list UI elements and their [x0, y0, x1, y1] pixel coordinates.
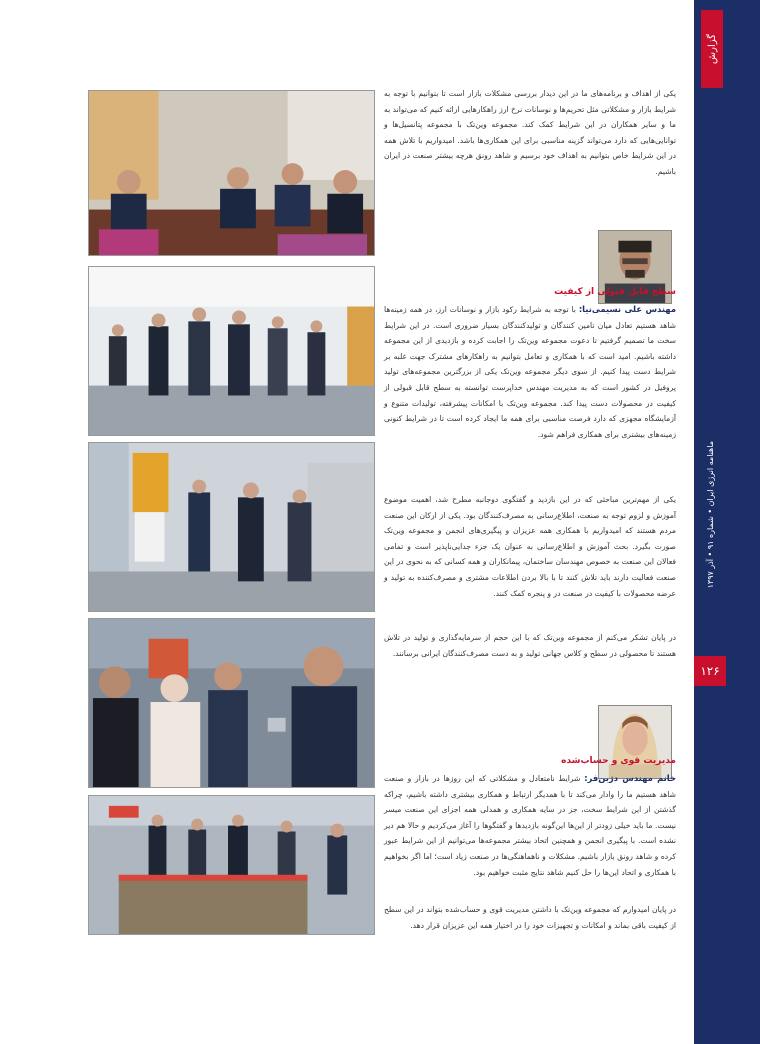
photo-warehouse-walk [88, 442, 375, 612]
section-label: گزارش [706, 33, 718, 65]
photo-production-line [88, 795, 375, 935]
factory-tour-image [89, 267, 374, 435]
section-2-para-2: در پایان امیدوارم که مجموعه وین‌تک با داشتن مدیریت قوی و حساب‌شده بتواند در این سطح از کیفیت باقی بماند و امکانات و تجهیزات خود را در اختیار همه این عزیزان قرار دهد. [384, 905, 676, 930]
section-tab [701, 10, 723, 88]
page-number: ۱۲۶ [694, 656, 726, 686]
production-line-image [89, 796, 374, 934]
issue-line: ماهنامه انرژی ایران • شماره ۹۱ • آذر ۱۳۹۷ [705, 441, 715, 589]
speaker-nasiminia: مهندس علی نسیمی‌نیا: [578, 304, 676, 314]
meeting-photo-image [89, 91, 374, 255]
section-1-body [384, 302, 676, 490]
section-2-body [384, 771, 676, 899]
issue-strip [694, 380, 726, 650]
section-1-text: با توجه به شرایط رکود بازار و نوسانات ارز، در همه زمینه‌ها شاهد هستیم تعادل میان تامین کنندگان و تولیدکنندگان بسیار ضروری است. در این شرایط سخت ما تصمیم گرفتیم تا دعوت مجموعه وین‌تک را اجابت کرده و بازدیدی از این مجموعه داشته باشیم. امید است که با همکاری و تعامل بتوانیم به راهکارهای مشترک جهت غلبه بر شرایط دست پیدا کنیم. از سوی دیگر مجموعه وین‌تک یکی از بزرگترین مجموعه‌های تولید پروفیل در کشور است که به مدیریت مهندس خداپرست توانسته به سطح قابل قبولی از کیفیت در محصولات دست پیدا کند. مجموعه وین‌تک با امکانات پیشرفته، تولیدات متنوع و آزمایشگاه مجهزی که دارد فرصت مناسبی برای همه ما ایجاد کرده است تا در شرایط کنونی زمینه‌های بیشتری برای همکاری فراهم شود. [384, 305, 676, 439]
section-heading-quality: سطح قابل قبولی از کیفیت [554, 287, 676, 297]
section-heading-management: مدیریت قوی و حساب‌شده [561, 756, 676, 766]
intro-paragraph: یکی از اهداف و برنامه‌های ما در این دیدار بررسی مشکلات بازار است تا بتوانیم با توجه به شرایط بازار و مشکلاتی مثل تحریم‌ها و نوسانات نرخ ارز راهکارهایی ارائه کنیم که می‌تواند به ما و سایر همکاران در این شرایط کمک کند. مجموعه وین‌تک با مجموعه پتانسیل‌ها و توانایی‌هایی که دارد می‌تواند گزینه مناسبی برای این همکاری‌ها باشد. امیدواریم با تلاش همه در این شرایط خاص بتوانیم به اهداف خود برسیم و شاهد رونق هرچه بیشتر صنعت در ایران باشیم. [384, 89, 676, 176]
section-1-para-3: در پایان تشکر می‌کنم از مجموعه وین‌تک که با این حجم از سرمایه‌گذاری و تولید در تلاش هستند تا محصولی در سطح و کلاس جهانی تولید و به دست مصرف‌کنندگان ایرانی برسانند. [384, 633, 676, 658]
photo-meeting [88, 90, 375, 256]
product-inspection-image [89, 619, 374, 787]
section-1-para-2: یکی از مهم‌ترین مباحثی که در این بازدید و گفتگوی دوجانبه مطرح شد، اهمیت موضوع آموزش و لزوم توجه به صنعت، اطلاع‌رسانی به مصرف‌کنندگان بود. یکی از ارکان این صنعت مردم هستند که امیدواریم با همکاری همه عزیزان و پیگیری‌های انجمن و مجموعه وین‌تک صورت بگیرد. بحث آموزش و اطلاع‌رسانی به عنوان یک جزء جدایی‌ناپذیر است و تمامی فعالان این صنعت به خصوص مهندسان ساختمان، پیمانکاران و همه کسانی که به نحوی در این صنعت فعالیت دارند باید تلاش کنند تا با بالا بردن اطلاعات مشتری و مصرف‌کننده به تولید و عرضه محصولات با کیفیت در صنعت در و پنجره کمک کنند. [384, 495, 676, 598]
warehouse-walk-image [89, 443, 374, 611]
section-2-text: شرایط نامتعادل و مشکلاتی که این روزها در بازار و صنعت شاهد هستیم ما را وادار می‌کند تا با همدیگر ارتباط و همکاری بیشتری داشته باشیم، چراکه گذشتن از این شرایط سخت، جز در سایه همکاری و همدلی همه اجزای این صنعت میسر نیست. ما باید خیلی زودتر از این‌ها این‌گونه بازدیدها و گفتگوها را آغاز می‌کردیم و حالا هم دیر نشده است. با پیگیری انجمن و همچنین اتحاد بیشتر مجموعه‌ها می‌توانیم از این شرایط عبور کرده و شاهد رونق بازار باشیم. مشکلات و ناهماهنگی‌ها در صنعت زیاد است؛ اما اگر بخواهیم با همکاری و اتحاد این‌ها را حل کنیم شاهد نتایج مثبت خواهیم بود. [384, 774, 676, 877]
photo-factory-tour [88, 266, 375, 436]
photo-product-inspection [88, 618, 375, 788]
portrait-dezhbanfar [598, 705, 672, 779]
speaker-dezhbanfar: خانم مهندس دژبن‌فر: [584, 773, 676, 783]
female-portrait-image [599, 706, 671, 778]
